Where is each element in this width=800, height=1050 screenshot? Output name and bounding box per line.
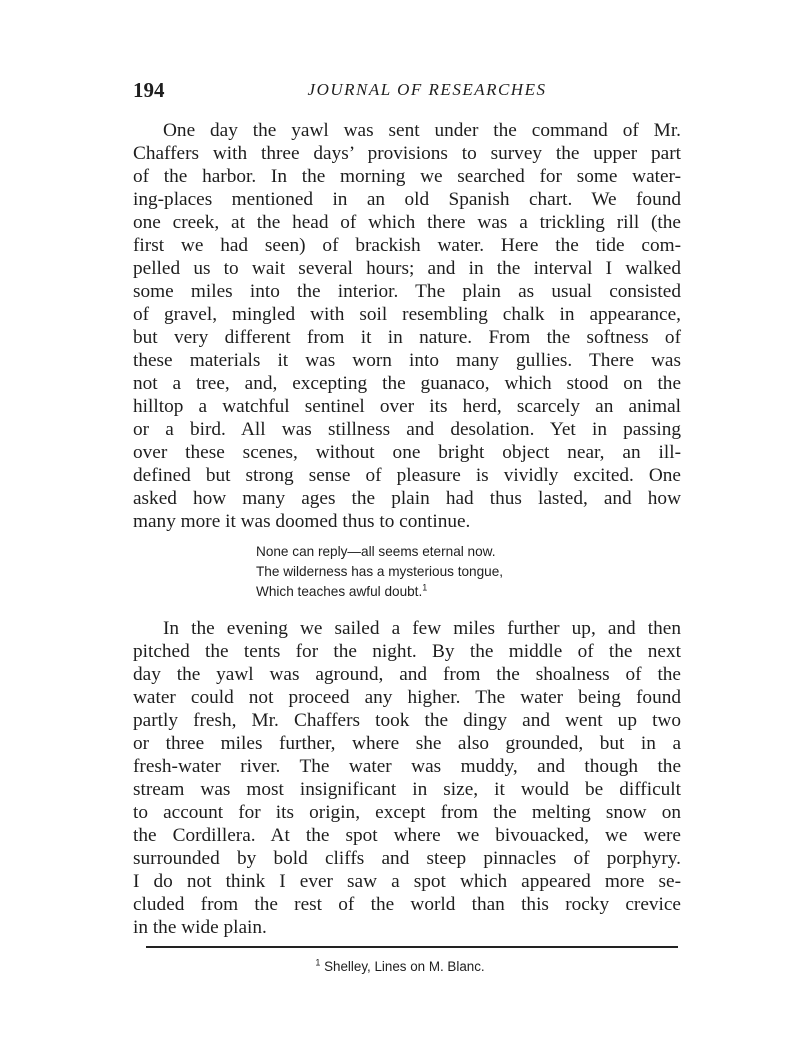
text-line: Chaffers with three days’ provisions to survey the upper part: [133, 143, 681, 164]
text-line: hilltop a watchful sentinel over its herd, scarcely an animal: [133, 396, 681, 417]
paragraph-1: [133, 119, 681, 533]
text-line: partly fresh, Mr. Chaffers took the dingy and went up two: [133, 710, 681, 731]
text-line: asked how many ages the plain had thus lasted, and how: [133, 488, 681, 509]
paragraph-2: [133, 617, 681, 939]
text-line: pelled us to wait several hours; and in the interval I walked: [133, 258, 681, 279]
text-line: cluded from the rest of the world than this rocky crevice: [133, 894, 681, 915]
text-line: but very different from it in nature. From the softness of: [133, 327, 681, 348]
text-line: I do not think I ever saw a spot which appeared more se-: [133, 871, 681, 892]
text-line: in the wide plain.: [133, 917, 267, 938]
verse-line: None can reply—all seems eternal now.: [256, 544, 496, 559]
text-line: day the yawl was aground, and from the shoalness of the: [133, 664, 681, 685]
text-line: or three miles further, where she also grounded, but in a: [133, 733, 681, 754]
verse-line-text: Which teaches awful doubt.: [256, 584, 423, 599]
text-line: not a tree, and, excepting the guanaco, which stood on the: [133, 373, 681, 394]
text-line: One day the yawl was sent under the command of Mr.: [163, 120, 681, 141]
text-line: ing-places mentioned in an old Spanish chart. We found: [133, 189, 681, 210]
footnote-reference: 1: [422, 582, 428, 593]
verse-line: [256, 582, 503, 602]
text-line: of gravel, mingled with soil resembling chalk in appearance,: [133, 304, 681, 325]
text-line: one creek, at the head of which there was a trickling rill (the: [133, 212, 681, 233]
footnote-marker: 1: [315, 957, 321, 968]
text-line: first we had seen) of brackish water. Here the tide com-: [133, 235, 681, 256]
text-line: water could not proceed any higher. The water being found: [133, 687, 681, 708]
text-line: or a bird. All was stillness and desolation. Yet in passing: [133, 419, 681, 440]
footnote-rule: [146, 946, 678, 948]
text-line: pitched the tents for the night. By the middle of the next: [133, 641, 681, 662]
verse-quotation: [256, 542, 503, 602]
text-line: surrounded by bold cliffs and steep pinnacles of porphyry.: [133, 848, 681, 869]
text-line: these materials it was worn into many gullies. There was: [133, 350, 681, 371]
text-line: many more it was doomed thus to continue.: [133, 511, 471, 532]
page-header: [133, 78, 681, 104]
text-line: fresh-water river. The water was muddy, and though the: [133, 756, 681, 777]
text-line: some miles into the interior. The plain as usual consisted: [133, 281, 681, 302]
footnote: [0, 959, 800, 974]
page-number: 194: [133, 78, 165, 102]
text-line: the Cordillera. At the spot where we bivouacked, we were: [133, 825, 681, 846]
text-line: to account for its origin, except from the melting snow on: [133, 802, 681, 823]
footnote-text: Shelley, Lines on M. Blanc.: [324, 959, 485, 974]
text-line: over these scenes, without one bright object near, an ill-: [133, 442, 681, 463]
text-line: In the evening we sailed a few miles further up, and then: [163, 618, 681, 639]
text-line: of the harbor. In the morning we searched for some water-: [133, 166, 681, 187]
running-head: JOURNAL OF RESEARCHES: [307, 80, 547, 99]
verse-line: The wilderness has a mysterious tongue,: [256, 564, 504, 579]
text-line: stream was most insignificant in size, it would be difficult: [133, 779, 681, 800]
text-line: defined but strong sense of pleasure is vividly excited. One: [133, 465, 681, 486]
